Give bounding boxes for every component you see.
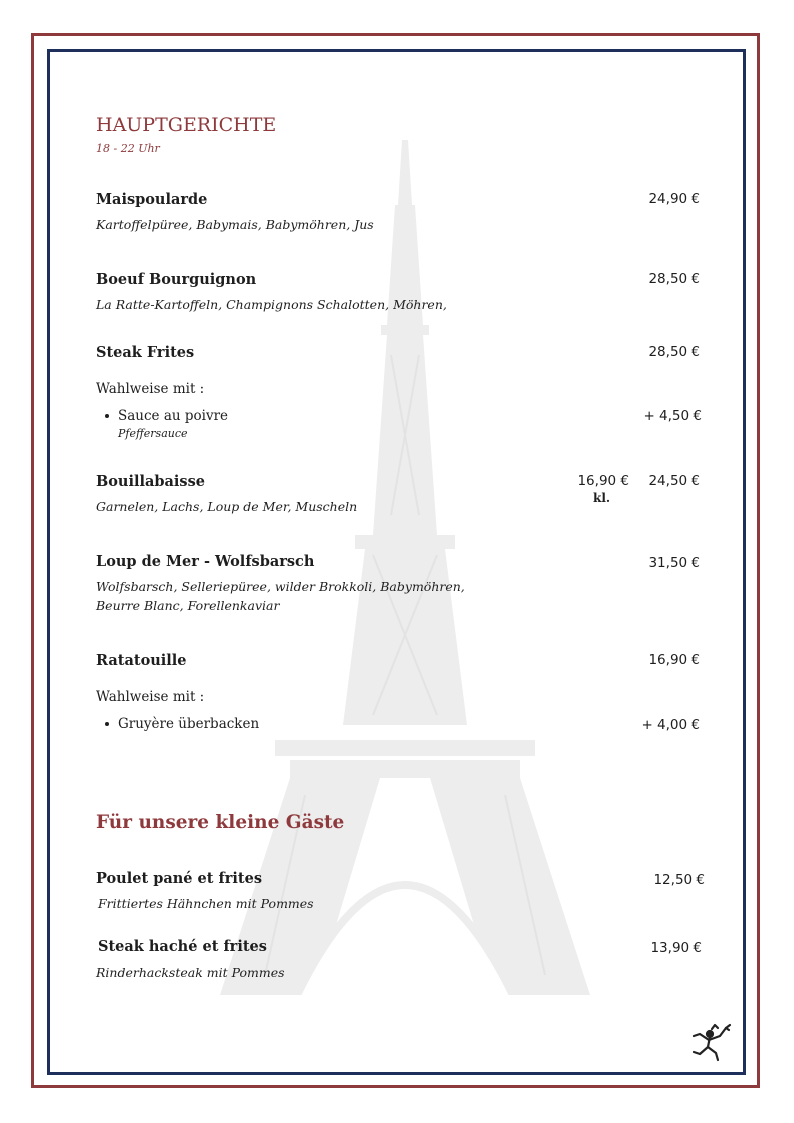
dish-description: Kartoffelpüree, Babymais, Babymöhren, Jus (96, 217, 374, 232)
dish-name: Loup de Mer - Wolfsbarsch (96, 553, 315, 570)
dish-price: 31,50 € (648, 555, 700, 571)
dish-description: Wolfsbarsch, Selleriepüree, wilder Brokkoli, Babymöhren, (96, 579, 465, 594)
dish-price: 28,50 € (648, 344, 700, 360)
dish-name: Steak haché et frites (98, 938, 267, 955)
dish-name: Poulet pané et frites (96, 870, 262, 887)
option-price: + 4,50 € (643, 408, 702, 424)
option-price: + 4,00 € (641, 717, 700, 733)
dish-price: 28,50 € (648, 271, 700, 287)
dish-name: Boeuf Bourguignon (96, 271, 257, 288)
dish-price: 12,50 € (653, 872, 705, 888)
dish-price: 24,90 € (648, 191, 700, 207)
bullet-icon (105, 722, 109, 726)
section-title-main: HAUPTGERICHTE (96, 114, 277, 136)
dish-name: Bouillabaisse (96, 473, 205, 490)
small-portion-price: 16,90 € (577, 473, 629, 489)
dish-description: Rinderhacksteak mit Pommes (96, 965, 285, 980)
option-name: Gruyère überbacken (118, 716, 260, 732)
option-label: Wahlweise mit : (96, 689, 205, 705)
option-translation: Pfeffersauce (118, 427, 188, 440)
dish-description: Garnelen, Lachs, Loup de Mer, Muscheln (96, 499, 358, 514)
dish-price: 24,50 € (648, 473, 700, 489)
dish-price: 16,90 € (648, 652, 700, 668)
option-label: Wahlweise mit : (96, 381, 205, 397)
dish-name: Ratatouille (96, 652, 187, 669)
dish-description: Beurre Blanc, Forellenkaviar (96, 598, 280, 613)
dish-price: 13,90 € (650, 940, 702, 956)
service-hours: 18 - 22 Uhr (96, 142, 160, 155)
section-title-kids: Für unsere kleine Gäste (96, 812, 345, 833)
dish-name: Maispoularde (96, 191, 208, 208)
dish-name: Steak Frites (96, 344, 195, 361)
small-portion-label: kl. (593, 491, 611, 505)
bullet-icon (105, 414, 109, 418)
dish-description: La Ratte-Kartoffeln, Champignons Schalotten, Möhren, (96, 297, 447, 312)
dish-description: Frittiertes Hähnchen mit Pommes (98, 896, 314, 911)
option-name: Sauce au poivre (118, 408, 229, 424)
dancing-chef-icon (688, 1022, 734, 1064)
